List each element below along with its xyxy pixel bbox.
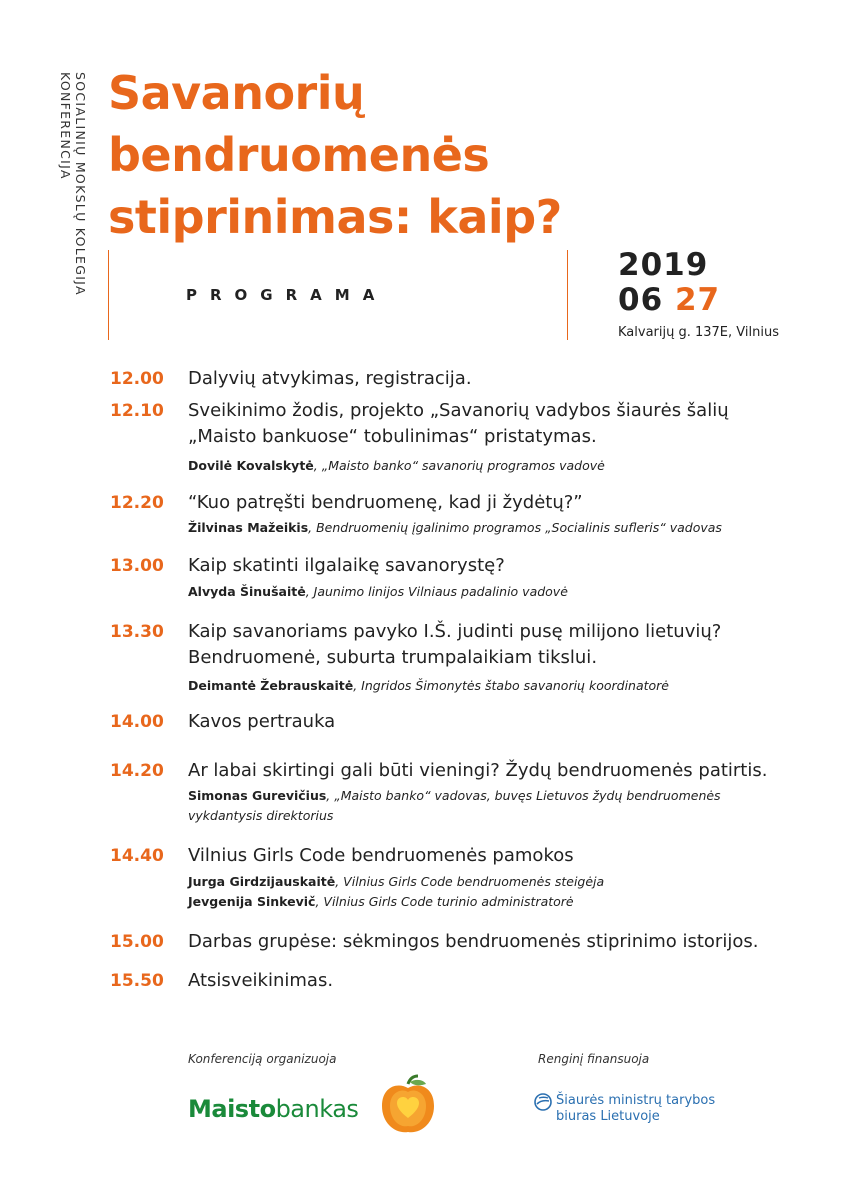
page-title (108, 62, 668, 248)
speaker-role-cont: vykdantysis direktorius (188, 808, 334, 823)
schedule-time: 13.30 (110, 622, 164, 642)
programa-heading: PROGRAMA (186, 286, 388, 304)
speaker-name: Deimantė Žebrauskaitė (188, 678, 354, 693)
schedule-time: 14.00 (110, 712, 164, 732)
title-line2: bendruomenės (108, 128, 490, 182)
speaker-role: , Vilnius Girls Code bendruomenės steigėja (335, 874, 605, 889)
schedule-time: 14.40 (110, 846, 164, 866)
funder-label: Renginį finansuoja (538, 1052, 650, 1066)
schedule-desc: “Kuo patręšti bendruomenę, kad ji žydėtų?” (188, 492, 583, 513)
schedule-desc: Vilnius Girls Code bendruomenės pamokos (188, 845, 574, 866)
schedule-time: 12.20 (110, 493, 164, 513)
schedule-desc: Dalyvių atvykimas, registracija. (188, 368, 472, 389)
date-month: 06 (618, 282, 664, 318)
speaker (188, 518, 808, 538)
speaker-name: Žilvinas Mažeikis (188, 520, 309, 535)
speaker (188, 676, 808, 696)
maistobankas-logo (188, 1095, 358, 1123)
speaker-role: , „Maisto banko“ savanorių programos vadovė (313, 458, 605, 473)
logo-rest: bankas (275, 1095, 359, 1123)
schedule-desc: Atsisveikinimas. (188, 970, 334, 991)
venue-address: Kalvarijų g. 137E, Vilnius (618, 325, 779, 340)
schedule-desc (188, 619, 808, 671)
speaker-role: , „Maisto banko“ vadovas, buvęs Lietuvos žydų bendruomenės (326, 788, 721, 803)
organizer-label: Konferenciją organizuoja (188, 1052, 337, 1066)
side-label-text (58, 72, 88, 342)
speaker-role: , Jaunimo linijos Vilniaus padalinio vadovė (305, 584, 568, 599)
speaker-name: Jevgenija Sinkevič (188, 894, 316, 909)
speaker-role: , Vilnius Girls Code turinio administratorė (315, 894, 574, 909)
funder-logo-text (556, 1093, 715, 1125)
speaker (188, 582, 808, 602)
side-label-line1: SOCIALINIŲ MOKSLŲ KOLEGIJA (73, 72, 88, 296)
schedule-time: 13.00 (110, 556, 164, 576)
schedule-time: 14.20 (110, 761, 164, 781)
speaker-role: , Ingridos Šimonytės štabo savanorių koordinatorė (353, 678, 669, 693)
speaker (188, 872, 808, 912)
schedule-time: 15.00 (110, 932, 164, 952)
logo-bold: Maisto (188, 1095, 276, 1123)
date-month-day (618, 283, 720, 317)
side-label-line2: KONFERENCIJA (58, 72, 73, 180)
speaker (188, 456, 808, 476)
divider-right (567, 250, 568, 340)
schedule-time: 15.50 (110, 971, 164, 991)
apple-heart-icon (380, 1074, 436, 1136)
divider-left (108, 250, 109, 340)
schedule-desc (188, 398, 808, 450)
speaker-name: Alvyda Šinušaitė (188, 584, 306, 599)
speaker (188, 786, 808, 826)
side-label (58, 72, 88, 342)
title-line3: stiprinimas: kaip? (108, 190, 562, 244)
date-year: 2019 (618, 247, 709, 283)
nordic-council-swan-icon (533, 1092, 553, 1112)
speaker-name: Simonas Gurevičius (188, 788, 327, 803)
schedule-desc-line2: „Maisto bankuose“ tobulinimas“ pristatymas. (188, 426, 597, 447)
speaker-name: Dovilė Kovalskytė (188, 458, 314, 473)
schedule-desc: Ar labai skirtingi gali būti vieningi? Žydų bendruomenės patirtis. (188, 760, 768, 781)
schedule-desc-line1: Kaip savanoriams pavyko I.Š. judinti pusę milijono lietuvių? (188, 621, 722, 642)
funder-line1: Šiaurės ministrų tarybos (556, 1093, 716, 1108)
schedule-desc-line2: Bendruomenė, suburta trumpalaikiam tikslui. (188, 647, 598, 668)
schedule-desc: Kaip skatinti ilgalaikę savanorystę? (188, 555, 505, 576)
schedule-time: 12.00 (110, 369, 164, 389)
title-line1: Savanorių (108, 66, 365, 120)
speaker-role: , Bendruomenių įgalinimo programos „Socialinis sufleris“ vadovas (308, 520, 722, 535)
schedule-time: 12.10 (110, 401, 164, 421)
funder-line2: biuras Lietuvoje (556, 1109, 660, 1124)
date-day: 27 (674, 282, 721, 318)
schedule-desc: Darbas grupėse: sėkmingos bendruomenės stiprinimo istorijos. (188, 931, 759, 952)
schedule-desc: Kavos pertrauka (188, 711, 336, 732)
speaker-name: Jurga Girdzijauskaitė (188, 874, 336, 889)
schedule-desc-line1: Sveikinimo žodis, projekto „Savanorių vadybos šiaurės šalių (188, 400, 729, 421)
